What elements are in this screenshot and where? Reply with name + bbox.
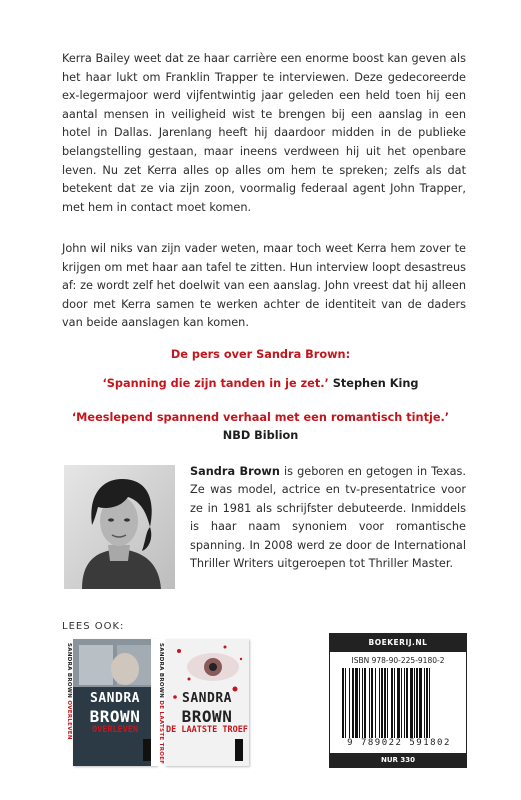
barcode-box [329,633,467,768]
description-paragraph-1: Kerra Bailey weet dat ze haar carrière een enorme boost kan geven als het haar lukt om Franklin Trapper te interviewen. Deze gedecoreerde ex-legermajoor werd vijfentwintig jaar geleden een held toen hij een aantal mensen in veiligheid wist te brengen bij een aanslag in een hotel in Dallas. Jarenlang heeft hij daardoor midden in de publieke belangstelling gestaan, maar ineens verdween hij uit het openbare leven. Nu zet Kerra alles op alles om hem te spreken; zelfs als dat betekent dat ze via zijn zoon, voormalig federaal agent John Trapper, met hem in contact moet komen. [62,52,466,214]
book-title: OVERLEVEN [91,725,139,735]
barcode-bar [397,668,400,738]
barcode-bar [384,668,386,738]
description-paragraph-2: John wil niks van zijn vader weten, maar toch weet Kerra hem zover te krijgen om met haar aan tafel te zitten. Hun interview loopt desastreus af: ze wordt zelf het doelwit van een aanslag. John vreest dat hij alleen door met Kerra samen te werken achter de identiteit van de daders van beide aanslagen kan komen. [62,242,466,330]
barcode-bar [401,668,402,738]
book-author-last: BROWN [89,707,141,726]
barcode-bar [416,668,418,738]
barcode-bar [371,668,373,738]
barcode-bar [364,668,366,738]
press-quote-1 [0,375,521,393]
book-title: DE LAATSTE TROEF [166,725,248,735]
barcode-bar [381,668,383,738]
barcode-bar [387,668,388,738]
press-heading: De pers over Sandra Brown: [170,348,351,361]
barcode-bar [355,668,358,738]
barcode-bar [404,668,405,738]
quote-text: ‘Spanning die zijn tanden in je zet.’ [102,377,329,390]
barcode-bar [406,668,408,738]
spine-author: SANDRA BROWN [158,643,164,699]
book-cover-de-laatste-troef[interactable] [165,639,249,766]
barcode-bar [394,668,395,738]
book-author-last: BROWN [181,707,233,726]
nur-label: NUR 330 [330,753,466,767]
barcode-bar [426,668,428,738]
barcode-digits: 9 789022 591802 [347,738,451,748]
book-author-first: SANDRA [182,691,232,706]
quote-source: Stephen King [332,377,419,390]
barcode-bar [429,668,430,738]
author-bio [190,463,466,573]
book-author-first: SANDRA [90,691,140,706]
barcode-bar [369,668,370,738]
isbn-label: ISBN 978-90-225-9180-2 [351,656,445,665]
barcode-bar [424,668,425,738]
barcode-bar [410,668,413,738]
barcode-bar [379,668,380,738]
book-spine-1 [59,639,74,766]
portrait-image-icon [64,465,175,589]
quote-text: ‘Meeslepend spannend verhaal met een romantisch tintje.’ [71,411,450,424]
barcode-bar [349,668,350,738]
press-quote-2 [0,409,521,445]
spine-title: OVERLEVEN [66,700,72,740]
barcode-bar [342,668,344,738]
barcode-bar [359,668,360,738]
quote-source: NBD Biblion [222,429,299,442]
barcode-bar [345,668,346,738]
publisher-label: BOEKERIJ.NL [330,634,466,652]
barcode-bar [414,668,415,738]
book-spine-2 [151,639,166,766]
author-bio-text: is geboren en getogen in Texas. Ze was model, actrice en tv-presentatrice voor ze in 1981 als schrijfster debuteerde. Inmiddels is haar naam synoniem voor romantische spanning. In 2008 werd ze door de International Thriller Writers uitgeroepen tot Thriller Master. [190,465,467,571]
spine-title: DE LAATSTE TROEF [158,700,164,765]
book-cover-overleven[interactable] [73,639,157,766]
barcode-bar [419,668,422,738]
barcode-bar [362,668,363,738]
barcode-bar [391,668,393,738]
spine-author: SANDRA BROWN [66,643,72,699]
barcode-icon [342,668,456,738]
author-name: Sandra Brown [190,465,280,478]
lees-ook-label: LEES OOK: [62,621,125,632]
barcode-bar [375,668,376,738]
barcode-bar [352,668,354,738]
author-photo [64,465,175,589]
